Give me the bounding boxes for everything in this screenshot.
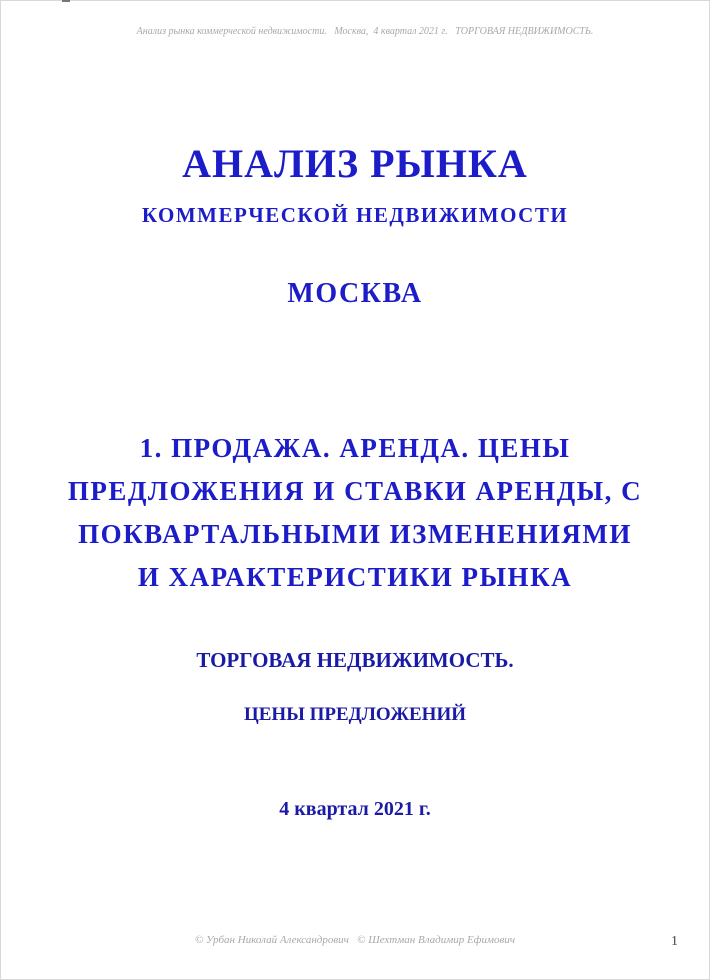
document-title: АНАЛИЗ РЫНКА xyxy=(182,141,528,186)
document-subtitle: КОММЕРЧЕСКОЙ НЕДВИЖИМОСТИ xyxy=(141,203,569,227)
section-heading-line: ПРЕДЛОЖЕНИЯ И СТАВКИ АРЕНДЫ, С xyxy=(67,476,643,506)
section-heading-line: И ХАРАКТЕРИСТИКИ РЫНКА xyxy=(137,562,573,592)
subcategory-heading: ЦЕНЫ ПРЕДЛОЖЕНИЙ xyxy=(243,704,467,725)
page-number: 1 xyxy=(671,934,678,949)
section-heading-line: 1. ПРОДАЖА. АРЕНДА. ЦЕНЫ xyxy=(139,433,571,463)
running-header: Анализ рынка коммерческой недвижимости. Москва, 4 квартал 2021 г. ТОРГОВАЯ НЕДВИЖИМОСТЬ. xyxy=(136,26,594,37)
category-heading: ТОРГОВАЯ НЕДВИЖИМОСТЬ. xyxy=(196,648,514,672)
page-corner-mark xyxy=(62,0,70,2)
report-period: 4 квартал 2021 г. xyxy=(279,798,431,820)
copyright-footer: © Урбан Николай Александрович © Шехтман Владимир Ефимович xyxy=(194,934,516,946)
section-heading-line: ПОКВАРТАЛЬНЫМИ ИЗМЕНЕНИЯМИ xyxy=(78,519,632,549)
city-title: МОСКВА xyxy=(287,278,423,309)
section-heading xyxy=(0,427,710,599)
